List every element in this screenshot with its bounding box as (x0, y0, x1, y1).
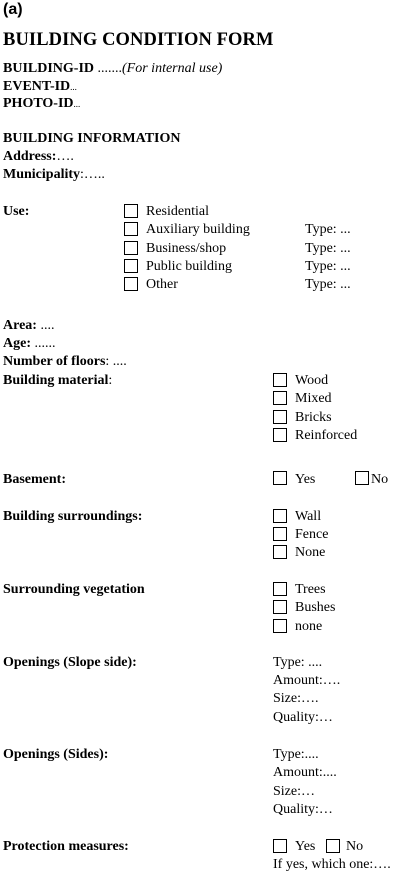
vegetation-bushes-label: Bushes (295, 600, 336, 615)
building-id-row (3, 60, 222, 77)
age-row (3, 335, 56, 352)
protection-no-label: No (346, 839, 364, 854)
use-other-label: Other (146, 277, 178, 292)
use-business-type: Type: ... (305, 241, 351, 256)
material-label: Building material (3, 373, 109, 388)
use-business-label: Business/shop (146, 241, 227, 256)
openings-sides-type: Type:.... (273, 747, 319, 762)
openings-slope-label: Openings (Slope side): (3, 655, 137, 670)
basement-yes-checkbox[interactable] (273, 471, 287, 485)
use-other-type: Type: ... (305, 277, 351, 292)
material-mixed-checkbox[interactable] (273, 391, 287, 405)
basement-no-label: No (371, 472, 389, 487)
vegetation-trees-label: Trees (295, 582, 326, 597)
material-mixed-label: Mixed (295, 391, 332, 406)
protection-label: Protection measures: (3, 839, 129, 854)
openings-slope-amount: Amount:…. (273, 673, 341, 688)
photo-id-row (3, 95, 80, 113)
area-row (3, 317, 54, 334)
surroundings-fence-label: Fence (295, 527, 329, 542)
openings-sides-amount: Amount:.... (273, 765, 337, 780)
openings-sides-quality: Quality:… (273, 802, 333, 817)
openings-slope-quality: Quality:… (273, 710, 333, 725)
event-id-label: EVENT-ID (3, 79, 71, 94)
openings-slope-size: Size:…. (273, 691, 319, 706)
basement-yes-label: Yes (295, 472, 316, 487)
surroundings-wall-label: Wall (295, 509, 322, 524)
age-value: ...... (31, 336, 56, 351)
material-row (3, 372, 112, 389)
use-auxiliary-label: Auxiliary building (146, 222, 250, 237)
use-residential-checkbox[interactable] (124, 204, 138, 218)
photo-id-value: ... (73, 99, 81, 109)
address-label: Address: (3, 149, 57, 164)
basement-label: Basement: (3, 472, 66, 487)
basement-no-checkbox[interactable] (355, 471, 369, 485)
material-bricks-checkbox[interactable] (273, 410, 287, 424)
use-label: Use: (3, 204, 30, 219)
protection-followup: If yes, which one:…. (273, 857, 391, 872)
protection-no-checkbox[interactable] (326, 839, 340, 853)
vegetation-none-label: none (295, 619, 323, 634)
building-id-label: BUILDING-ID (3, 61, 95, 76)
surroundings-wall-checkbox[interactable] (273, 509, 287, 523)
use-public-type: Type: ... (305, 259, 351, 274)
municipality-value: :….. (80, 167, 105, 182)
floors-label: Number of floors (3, 354, 106, 369)
use-auxiliary-checkbox[interactable] (124, 222, 138, 236)
panel-label: (a) (3, 1, 23, 18)
use-business-checkbox[interactable] (124, 241, 138, 255)
material-wood-label: Wood (295, 373, 329, 388)
form-title: BUILDING CONDITION FORM (3, 30, 274, 50)
use-residential-label: Residential (146, 204, 209, 219)
area-value: .... (36, 318, 55, 333)
protection-yes-checkbox[interactable] (273, 839, 287, 853)
vegetation-trees-checkbox[interactable] (273, 582, 287, 596)
vegetation-none-checkbox[interactable] (273, 619, 287, 633)
openings-slope-type: Type: .... (273, 655, 323, 670)
address-value: …. (56, 149, 74, 164)
use-public-checkbox[interactable] (124, 259, 138, 273)
surroundings-label: Building surroundings: (3, 509, 143, 524)
building-id-note: (For internal use) (122, 61, 223, 76)
building-id-value: ....... (94, 61, 123, 76)
use-other-checkbox[interactable] (124, 277, 138, 291)
surroundings-none-checkbox[interactable] (273, 545, 287, 559)
use-auxiliary-type: Type: ... (305, 222, 351, 237)
surroundings-none-label: None (295, 545, 326, 560)
event-id-value: ... (70, 82, 77, 92)
openings-sides-size: Size:… (273, 784, 315, 799)
surroundings-fence-checkbox[interactable] (273, 527, 287, 541)
material-reinforced-label: Reinforced (295, 428, 358, 443)
vegetation-label: Surrounding vegetation (3, 582, 145, 597)
material-reinforced-checkbox[interactable] (273, 428, 287, 442)
floors-value: : .... (105, 354, 127, 369)
building-information-heading: BUILDING INFORMATION (3, 131, 181, 146)
floors-row (3, 353, 127, 370)
protection-yes-label: Yes (295, 839, 316, 854)
municipality-row (3, 166, 105, 183)
photo-id-label: PHOTO-ID (3, 96, 74, 111)
age-label: Age: (3, 336, 31, 351)
event-id-row (3, 78, 77, 96)
address-row (3, 148, 74, 165)
municipality-label: Municipality (3, 167, 81, 182)
openings-sides-label: Openings (Sides): (3, 747, 109, 762)
use-public-label: Public building (146, 259, 232, 274)
material-bricks-label: Bricks (295, 410, 332, 425)
vegetation-bushes-checkbox[interactable] (273, 600, 287, 614)
area-label: Area: (3, 318, 37, 333)
material-colon: : (108, 373, 113, 388)
material-wood-checkbox[interactable] (273, 373, 287, 387)
